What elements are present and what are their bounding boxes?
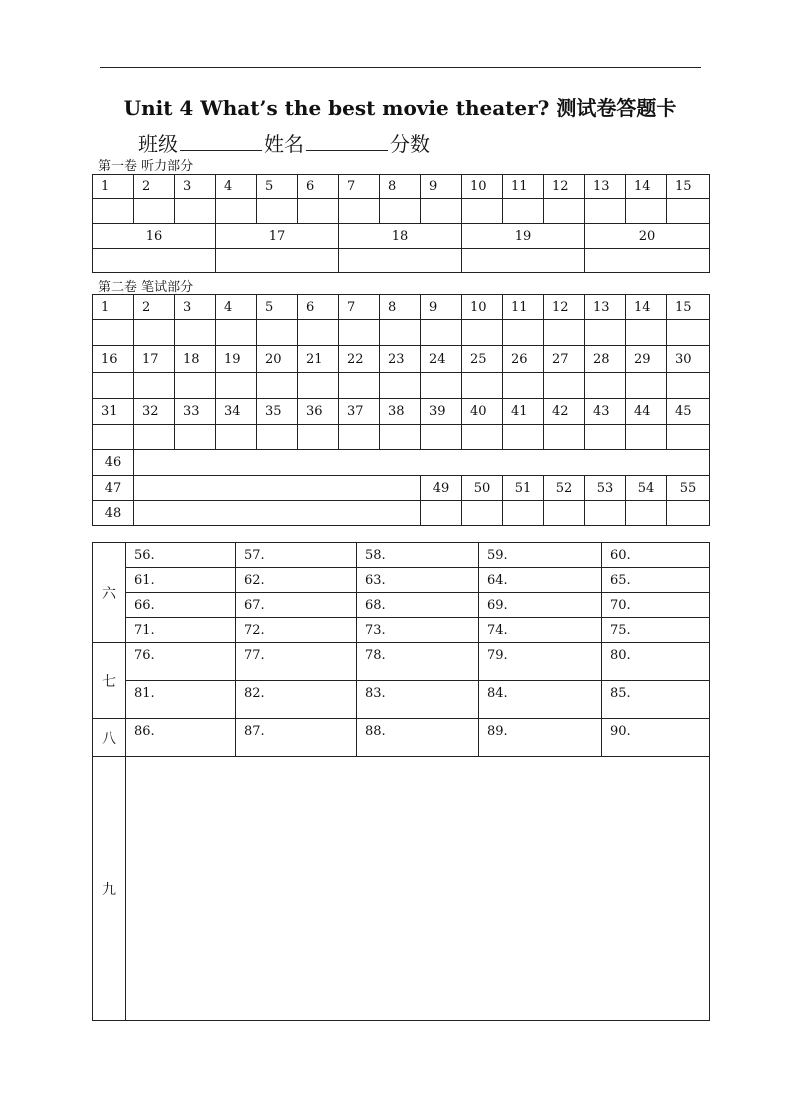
answer-cell[interactable] [626, 501, 667, 526]
question-number: 10 [462, 295, 503, 320]
question-number: 14 [626, 295, 667, 320]
answer-cell[interactable] [544, 425, 585, 450]
answer-cell[interactable] [298, 199, 339, 224]
answer-cell[interactable] [93, 425, 134, 450]
answer-cell[interactable] [626, 199, 667, 224]
answer-cell[interactable] [134, 425, 175, 450]
student-info-line [138, 128, 430, 157]
question-number: 32 [134, 399, 175, 425]
question-number: 12 [544, 295, 585, 320]
answer-cell[interactable]: 86. [126, 719, 236, 757]
answer-cell[interactable] [93, 249, 216, 273]
question-number: 14 [626, 175, 667, 199]
question-number: 24 [421, 346, 462, 373]
question-number: 18 [175, 346, 216, 373]
answer-cell[interactable] [667, 373, 710, 399]
answer-cell[interactable] [93, 320, 134, 346]
answer-cell[interactable] [462, 373, 503, 399]
answer-cell[interactable]: 71. [126, 618, 236, 643]
answer-cell[interactable] [421, 373, 462, 399]
question-number: 15 [667, 295, 710, 320]
question-number: 20 [257, 346, 298, 373]
answer-cell[interactable] [462, 425, 503, 450]
answer-cell[interactable] [175, 373, 216, 399]
q47-answer-cell[interactable] [134, 476, 421, 501]
answer-cell[interactable] [216, 425, 257, 450]
question-number: 38 [380, 399, 421, 425]
question-number: 40 [462, 399, 503, 425]
answer-cell[interactable] [462, 249, 585, 273]
question-number: 53 [585, 476, 626, 501]
question-number: 16 [93, 224, 216, 249]
question-number: 30 [667, 346, 710, 373]
answer-cell[interactable] [380, 199, 421, 224]
answer-cell[interactable]: 66. [126, 593, 236, 618]
class-blank[interactable] [180, 130, 262, 151]
table-row [93, 249, 710, 273]
question-number: 23 [380, 346, 421, 373]
answer-cell[interactable]: 75. [602, 618, 710, 643]
answer-cell[interactable] [93, 199, 134, 224]
question-number: 6 [298, 295, 339, 320]
answer-cell[interactable] [585, 320, 626, 346]
question-number: 27 [544, 346, 585, 373]
answer-cell[interactable]: 62. [236, 568, 357, 593]
answer-cell[interactable] [544, 501, 585, 526]
table-row [93, 346, 710, 373]
answer-cell[interactable] [216, 199, 257, 224]
table-row [93, 373, 710, 399]
question-number: 54 [626, 476, 667, 501]
table-row [93, 295, 710, 320]
table-row [93, 399, 710, 425]
answer-cell[interactable]: 76. [126, 643, 236, 681]
answer-cell[interactable] [298, 373, 339, 399]
question-number: 11 [503, 175, 544, 199]
question-number: 51 [503, 476, 544, 501]
table-row [93, 175, 710, 199]
answer-cell[interactable] [544, 373, 585, 399]
answer-cell[interactable] [421, 425, 462, 450]
table-row [93, 543, 710, 568]
answer-cell[interactable] [339, 320, 380, 346]
answer-cell[interactable]: 64. [479, 568, 602, 593]
answer-cell[interactable] [667, 320, 710, 346]
answer-cell[interactable] [339, 373, 380, 399]
answer-cell[interactable] [626, 373, 667, 399]
score-label: 分数 [390, 132, 430, 156]
answer-cell[interactable]: 73. [357, 618, 479, 643]
question-number: 37 [339, 399, 380, 425]
answer-cell[interactable]: 70. [602, 593, 710, 618]
question-number: 12 [544, 175, 585, 199]
answer-cell[interactable] [216, 373, 257, 399]
answer-cell[interactable] [175, 320, 216, 346]
question-number: 42 [544, 399, 585, 425]
answer-cell[interactable]: 59. [479, 543, 602, 568]
top-rule [100, 67, 701, 68]
question-number: 11 [503, 295, 544, 320]
answer-cell[interactable]: 61. [126, 568, 236, 593]
question-number: 2 [134, 175, 175, 199]
answer-cell[interactable]: 57. [236, 543, 357, 568]
question-number: 7 [339, 175, 380, 199]
question-number: 4 [216, 175, 257, 199]
q46-answer-cell[interactable] [134, 450, 710, 476]
answer-cell[interactable] [298, 425, 339, 450]
question-number: 21 [298, 346, 339, 373]
answer-cell[interactable]: 56. [126, 543, 236, 568]
q47-label: 47 [93, 476, 134, 501]
answer-cell[interactable] [134, 373, 175, 399]
listening-answer-grid [92, 174, 710, 273]
question-number: 55 [667, 476, 710, 501]
question-number: 36 [298, 399, 339, 425]
question-number: 31 [93, 399, 134, 425]
question-number: 8 [380, 175, 421, 199]
answer-cell[interactable] [626, 425, 667, 450]
title-chinese: 测试卷答题卡 [556, 96, 677, 120]
answer-cell[interactable]: 68. [357, 593, 479, 618]
question-number: 52 [544, 476, 585, 501]
question-number: 2 [134, 295, 175, 320]
table-row [93, 719, 710, 757]
answer-cell[interactable] [421, 199, 462, 224]
answer-cell[interactable]: 82. [236, 681, 357, 719]
answer-cell[interactable]: 65. [602, 568, 710, 593]
answer-cell[interactable] [585, 425, 626, 450]
table-row [93, 618, 710, 643]
answer-cell[interactable] [544, 199, 585, 224]
answer-cell[interactable] [503, 373, 544, 399]
answer-cell[interactable] [585, 249, 710, 273]
answer-cell[interactable] [339, 249, 462, 273]
answer-cell[interactable] [298, 320, 339, 346]
answer-cell[interactable]: 89. [479, 719, 602, 757]
question-number: 33 [175, 399, 216, 425]
answer-cell[interactable]: 84. [479, 681, 602, 719]
section-label: 八 [93, 719, 126, 757]
name-label: 姓名 [264, 132, 304, 156]
question-number: 41 [503, 399, 544, 425]
question-number: 3 [175, 295, 216, 320]
answer-cell[interactable]: 79. [479, 643, 602, 681]
answer-cell[interactable] [462, 320, 503, 346]
answer-cell[interactable]: 72. [236, 618, 357, 643]
table-row [93, 501, 710, 526]
question-number: 16 [93, 346, 134, 373]
question-number: 29 [626, 346, 667, 373]
table-row [93, 425, 710, 450]
answer-cell[interactable]: 78. [357, 643, 479, 681]
question-number: 9 [421, 295, 462, 320]
part1-label: 第一卷 听力部分 [98, 159, 194, 174]
answer-sheet-sections [92, 542, 710, 1021]
question-number: 13 [585, 295, 626, 320]
question-number: 3 [175, 175, 216, 199]
question-number: 26 [503, 346, 544, 373]
answer-cell[interactable] [585, 501, 626, 526]
table-row [93, 681, 710, 719]
answer-cell[interactable] [339, 425, 380, 450]
question-number: 20 [585, 224, 710, 249]
answer-cell[interactable]: 67. [236, 593, 357, 618]
answer-cell[interactable]: 69. [479, 593, 602, 618]
table-row [93, 224, 710, 249]
question-number: 34 [216, 399, 257, 425]
question-number: 49 [421, 476, 462, 501]
answer-cell[interactable]: 60. [602, 543, 710, 568]
answer-cell[interactable] [216, 320, 257, 346]
question-number: 35 [257, 399, 298, 425]
answer-cell[interactable] [175, 199, 216, 224]
part2-label: 第二卷 笔试部分 [98, 280, 194, 295]
question-number: 9 [421, 175, 462, 199]
q48-label: 48 [93, 501, 134, 526]
answer-cell[interactable] [421, 320, 462, 346]
answer-cell[interactable] [667, 501, 710, 526]
answer-cell[interactable] [257, 425, 298, 450]
answer-cell[interactable] [339, 199, 380, 224]
answer-cell[interactable] [134, 199, 175, 224]
answer-cell[interactable]: 81. [126, 681, 236, 719]
question-number: 6 [298, 175, 339, 199]
answer-cell[interactable] [257, 320, 298, 346]
answer-cell[interactable] [503, 199, 544, 224]
writing-answer-grid [92, 294, 710, 526]
table-row [93, 476, 710, 501]
question-number: 28 [585, 346, 626, 373]
question-number: 17 [134, 346, 175, 373]
answer-cell[interactable] [503, 425, 544, 450]
answer-cell[interactable] [216, 249, 339, 273]
question-number: 50 [462, 476, 503, 501]
page-title [0, 92, 800, 121]
answer-cell[interactable]: 77. [236, 643, 357, 681]
answer-cell[interactable]: 80. [602, 643, 710, 681]
answer-cell[interactable] [667, 199, 710, 224]
answer-cell[interactable]: 88. [357, 719, 479, 757]
answer-cell[interactable] [503, 501, 544, 526]
answer-cell[interactable] [503, 320, 544, 346]
question-number: 44 [626, 399, 667, 425]
question-number: 17 [216, 224, 339, 249]
writing-area[interactable] [126, 757, 710, 1021]
answer-cell[interactable] [462, 501, 503, 526]
table-row [93, 643, 710, 681]
answer-cell[interactable]: 90. [602, 719, 710, 757]
answer-cell[interactable] [462, 199, 503, 224]
question-number: 1 [93, 295, 134, 320]
answer-cell[interactable] [626, 320, 667, 346]
table-row [93, 199, 710, 224]
question-number: 15 [667, 175, 710, 199]
question-number: 10 [462, 175, 503, 199]
question-number: 45 [667, 399, 710, 425]
q48-answer-cell[interactable] [134, 501, 421, 526]
q46-label: 46 [93, 450, 134, 476]
answer-cell[interactable] [667, 425, 710, 450]
answer-cell[interactable]: 87. [236, 719, 357, 757]
question-number: 8 [380, 295, 421, 320]
answer-cell[interactable] [380, 425, 421, 450]
class-label: 班级 [138, 132, 178, 156]
title-english: Unit 4 What’s the best movie theater? [123, 96, 550, 120]
section-label: 六 [93, 543, 126, 643]
answer-cell[interactable] [380, 320, 421, 346]
answer-cell[interactable] [175, 425, 216, 450]
answer-cell[interactable] [134, 320, 175, 346]
answer-cell[interactable]: 74. [479, 618, 602, 643]
answer-cell[interactable] [544, 320, 585, 346]
table-row [93, 757, 710, 1021]
question-number: 5 [257, 175, 298, 199]
question-number: 18 [339, 224, 462, 249]
answer-cell[interactable] [421, 501, 462, 526]
answer-cell[interactable] [93, 373, 134, 399]
question-number: 25 [462, 346, 503, 373]
answer-cell[interactable]: 58. [357, 543, 479, 568]
answer-cell[interactable] [585, 373, 626, 399]
section-label: 九 [93, 757, 126, 1021]
table-row [93, 320, 710, 346]
answer-cell[interactable] [257, 199, 298, 224]
question-number: 22 [339, 346, 380, 373]
answer-cell[interactable] [257, 373, 298, 399]
table-row [93, 568, 710, 593]
name-blank[interactable] [306, 130, 388, 151]
answer-cell[interactable] [585, 199, 626, 224]
question-number: 19 [462, 224, 585, 249]
answer-cell[interactable]: 85. [602, 681, 710, 719]
answer-cell[interactable]: 83. [357, 681, 479, 719]
question-number: 7 [339, 295, 380, 320]
table-row [93, 450, 710, 476]
question-number: 13 [585, 175, 626, 199]
question-number: 43 [585, 399, 626, 425]
answer-cell[interactable]: 63. [357, 568, 479, 593]
answer-cell[interactable] [380, 373, 421, 399]
section-label: 七 [93, 643, 126, 719]
question-number: 19 [216, 346, 257, 373]
question-number: 5 [257, 295, 298, 320]
question-number: 39 [421, 399, 462, 425]
question-number: 1 [93, 175, 134, 199]
question-number: 4 [216, 295, 257, 320]
table-row [93, 593, 710, 618]
